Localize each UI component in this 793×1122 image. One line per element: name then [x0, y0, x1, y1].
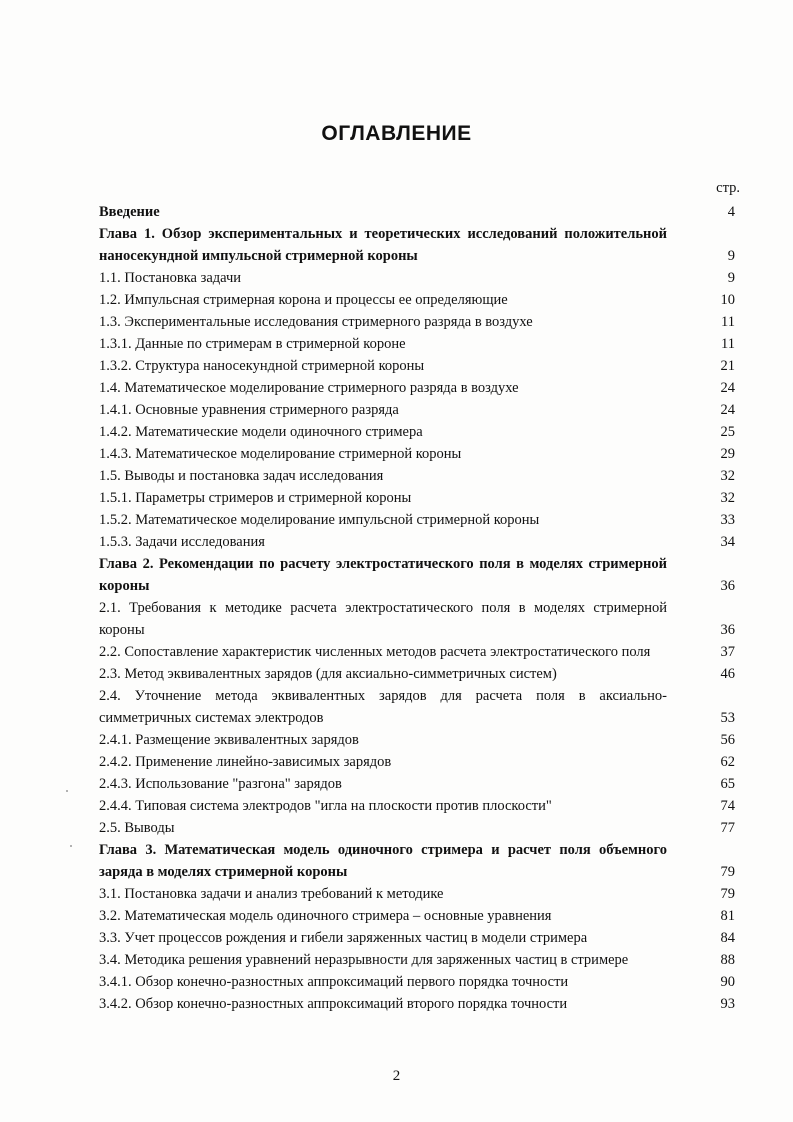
- toc-entry-title: 3.2. Математическая модель одиночного стримера – основные уравнения: [99, 908, 552, 924]
- toc-section-row: [99, 509, 735, 531]
- toc-entry-page: 33: [720, 512, 735, 528]
- toc-entry-title: 1.5.2. Математическое моделирование импульсной стримерной короны: [99, 512, 540, 528]
- toc-chapter-row: [99, 553, 735, 597]
- toc-entry-page: 11: [721, 314, 735, 330]
- toc-section-row: [99, 267, 735, 289]
- toc-entry-title: 2.2. Сопоставление характеристик численных методов расчета электростатического поля: [99, 644, 651, 660]
- scan-speck: [70, 845, 72, 847]
- toc-chapter-row: [99, 223, 735, 267]
- toc-entry-page: 79: [720, 864, 735, 880]
- toc-entry-page: 84: [720, 930, 735, 946]
- toc-section-row: [99, 487, 735, 509]
- toc-section-row: [99, 641, 735, 663]
- table-of-contents: [99, 201, 735, 1015]
- toc-entry-page: 79: [720, 886, 735, 902]
- toc-section-row: [99, 905, 735, 927]
- toc-entry-page: 65: [720, 776, 735, 792]
- toc-entry-title: 3.3. Учет процессов рождения и гибели заряженных частиц в модели стримера: [99, 930, 588, 946]
- toc-section-row: [99, 465, 735, 487]
- toc-entry-page: 62: [720, 754, 735, 770]
- toc-section-row: [99, 927, 735, 949]
- toc-entry-page: 56: [720, 732, 735, 748]
- toc-section-row: [99, 443, 735, 465]
- toc-entry-title: 1.3.1. Данные по стримерам в стримерной короне: [99, 336, 406, 352]
- toc-entry-page: 90: [720, 974, 735, 990]
- toc-section-row: [99, 663, 735, 685]
- toc-entry-title: 1.3.2. Структура наносекундной стримерной короны: [99, 358, 425, 374]
- toc-entry-page: 24: [720, 402, 735, 418]
- toc-entry-page: 32: [720, 468, 735, 484]
- toc-section-row: [99, 993, 735, 1015]
- toc-entry-title: Введение: [99, 204, 160, 220]
- toc-section-row: [99, 421, 735, 443]
- toc-entry-title: 3.4. Методика решения уравнений неразрывности для заряженных частиц в стримере: [99, 952, 629, 968]
- toc-entry-page: 32: [720, 490, 735, 506]
- toc-entry-page: 77: [720, 820, 735, 836]
- toc-section-row: [99, 729, 735, 751]
- toc-entry-title: 2.3. Метод эквивалентных зарядов (для аксиально-симметричных систем): [99, 666, 557, 682]
- toc-entry-title: Глава 1. Обзор экспериментальных и теоретических исследований положительной наносекундной импульсной стримерной короны: [99, 226, 667, 264]
- toc-section-row: [99, 399, 735, 421]
- toc-entry-page: 53: [720, 710, 735, 726]
- toc-section-row: [99, 597, 735, 641]
- toc-entry-title: 2.4.4. Типовая система электродов "игла на плоскости против плоскости": [99, 798, 552, 814]
- toc-entry-title: 3.4.1. Обзор конечно-разностных аппроксимаций первого порядка точности: [99, 974, 569, 990]
- toc-section-row: [99, 289, 735, 311]
- toc-entry-page: 11: [721, 336, 735, 352]
- toc-entry-page: 88: [720, 952, 735, 968]
- toc-entry-title: 1.2. Импульсная стримерная корона и процессы ее определяющие: [99, 292, 508, 308]
- toc-entry-title: 1.5.1. Параметры стримеров и стримерной короны: [99, 490, 412, 506]
- toc-entry-title: 2.4.1. Размещение эквивалентных зарядов: [99, 732, 359, 748]
- toc-section-row: [99, 333, 735, 355]
- page-title: ОГЛАВЛЕНИЕ: [321, 122, 472, 145]
- toc-entry-page: 25: [720, 424, 735, 440]
- toc-entry-title: 2.4. Уточнение метода эквивалентных зарядов для расчета поля в аксиально-симметричных системах электродов: [99, 688, 667, 726]
- toc-entry-title: 2.1. Требования к методике расчета электростатического поля в моделях стримерной короны: [99, 600, 667, 638]
- toc-section-row: [99, 751, 735, 773]
- toc-entry-title: 1.5.3. Задачи исследования: [99, 534, 265, 550]
- toc-entry-title: 3.1. Постановка задачи и анализ требований к методике: [99, 886, 444, 902]
- toc-entry-page: 74: [720, 798, 735, 814]
- toc-section-row: [99, 685, 735, 729]
- toc-entry-page: 4: [727, 204, 735, 220]
- toc-entry-page: 46: [720, 666, 735, 682]
- toc-entry-page: 34: [720, 534, 735, 550]
- toc-section-row: [99, 817, 735, 839]
- scan-speck: [66, 790, 68, 792]
- toc-entry-title: 1.4. Математическое моделирование стримерного разряда в воздухе: [99, 380, 519, 396]
- toc-section-row: [99, 531, 735, 553]
- toc-chapter-row: [99, 839, 735, 883]
- page-column-label: стр.: [716, 180, 740, 196]
- toc-entry-page: 9: [727, 248, 735, 264]
- toc-section-row: [99, 773, 735, 795]
- toc-section-row: [99, 377, 735, 399]
- toc-entry-page: 93: [720, 996, 735, 1012]
- toc-entry-page: 10: [720, 292, 735, 308]
- toc-entry-title: 3.4.2. Обзор конечно-разностных аппроксимаций второго порядка точности: [99, 996, 568, 1012]
- toc-entry-title: 1.1. Постановка задачи: [99, 270, 242, 286]
- toc-entry-title: 1.4.3. Математическое моделирование стримерной короны: [99, 446, 462, 462]
- toc-entry-title: 1.3. Экспериментальные исследования стримерного разряда в воздухе: [99, 314, 533, 330]
- toc-entry-title: 1.5. Выводы и постановка задач исследования: [99, 468, 384, 484]
- toc-entry-title: 2.4.2. Применение линейно-зависимых зарядов: [99, 754, 392, 770]
- toc-entry-title: Глава 3. Математическая модель одиночного стримера и расчет поля объемного заряда в моделях стримерной короны: [99, 842, 667, 880]
- toc-section-row: [99, 355, 735, 377]
- toc-entry-page: 36: [720, 578, 735, 594]
- toc-entry-page: 9: [727, 270, 735, 286]
- toc-entry-page: 36: [720, 622, 735, 638]
- toc-section-row: [99, 311, 735, 333]
- toc-section-row: [99, 883, 735, 905]
- toc-section-row: [99, 795, 735, 817]
- toc-entry-page: 24: [720, 380, 735, 396]
- toc-entry-title: 1.4.1. Основные уравнения стримерного разряда: [99, 402, 399, 418]
- toc-entry-page: 21: [720, 358, 735, 374]
- toc-section-row: [99, 971, 735, 993]
- toc-entry-page: 29: [720, 446, 735, 462]
- toc-entry-title: 2.4.3. Использование "разгона" зарядов: [99, 776, 342, 792]
- toc-entry-title: 1.4.2. Математические модели одиночного стримера: [99, 424, 423, 440]
- toc-chapter-row: [99, 201, 735, 223]
- toc-entry-title: Глава 2. Рекомендации по расчету электростатического поля в моделях стримерной короны: [99, 556, 667, 594]
- toc-entry-page: 37: [720, 644, 735, 660]
- page-number: 2: [392, 1068, 401, 1084]
- toc-entry-page: 81: [720, 908, 735, 924]
- toc-entry-title: 2.5. Выводы: [99, 820, 175, 836]
- toc-section-row: [99, 949, 735, 971]
